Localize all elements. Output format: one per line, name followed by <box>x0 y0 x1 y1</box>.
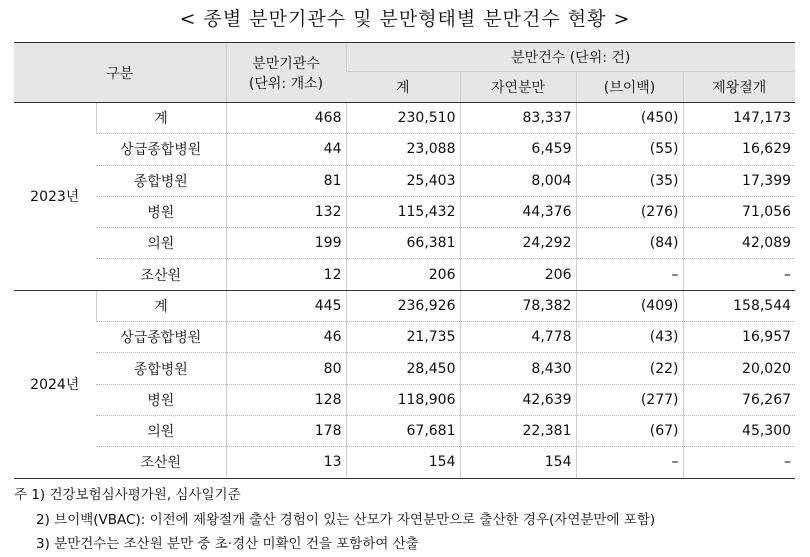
institutions-cell: 12 <box>226 259 346 290</box>
year-label: 2023년 <box>14 103 96 291</box>
header-vbac: (브이백) <box>576 72 683 103</box>
natural-cell: 83,337 <box>460 103 576 134</box>
total-cell: 118,906 <box>346 384 460 415</box>
category-cell: 조산원 <box>96 447 226 478</box>
category-cell: 상급종합병원 <box>96 134 226 165</box>
cesarean-cell: 158,544 <box>683 290 795 321</box>
total-cell: 230,510 <box>346 103 460 134</box>
table-row <box>14 415 795 446</box>
vbac-cell: (55) <box>576 134 683 165</box>
header-institutions-unit: (단위: 개소) <box>248 75 324 92</box>
institutions-cell: 128 <box>226 384 346 415</box>
total-cell: 115,432 <box>346 196 460 227</box>
cesarean-cell: 16,629 <box>683 134 795 165</box>
vbac-cell: (276) <box>576 196 683 227</box>
vbac-cell: (35) <box>576 165 683 196</box>
natural-cell: 22,381 <box>460 415 576 446</box>
cesarean-cell: 71,056 <box>683 196 795 227</box>
institutions-cell: 13 <box>226 447 346 478</box>
vbac-cell: (450) <box>576 103 683 134</box>
cesarean-cell: 16,957 <box>683 322 795 353</box>
year-label: 2024년 <box>14 290 96 478</box>
vbac-cell: – <box>576 259 683 290</box>
header-births-group: 분만건수 (단위: 건) <box>346 43 795 72</box>
natural-cell: 44,376 <box>460 196 576 227</box>
institutions-cell: 46 <box>226 322 346 353</box>
total-cell: 236,926 <box>346 290 460 321</box>
header-institutions-label: 분만기관수 <box>252 55 320 72</box>
natural-cell: 154 <box>460 447 576 478</box>
footnote-1: 주 1) 건강보험심사평가원, 심사일기준 <box>14 487 241 503</box>
institutions-cell: 80 <box>226 353 346 384</box>
cesarean-cell: – <box>683 447 795 478</box>
natural-cell: 42,639 <box>460 384 576 415</box>
natural-cell: 24,292 <box>460 228 576 259</box>
total-cell: 206 <box>346 259 460 290</box>
category-cell: 병원 <box>96 196 226 227</box>
institutions-cell: 178 <box>226 415 346 446</box>
institutions-cell: 199 <box>226 228 346 259</box>
natural-cell: 206 <box>460 259 576 290</box>
institutions-cell: 132 <box>226 196 346 227</box>
natural-cell: 8,004 <box>460 165 576 196</box>
institutions-cell: 44 <box>226 134 346 165</box>
category-cell: 병원 <box>96 384 226 415</box>
header-natural: 자연분만 <box>460 72 576 103</box>
table-row <box>14 196 795 227</box>
total-cell: 23,088 <box>346 134 460 165</box>
header-category: 구분 <box>14 43 226 103</box>
cesarean-cell: 20,020 <box>683 353 795 384</box>
total-cell: 25,403 <box>346 165 460 196</box>
table-row <box>14 384 795 415</box>
vbac-cell: (277) <box>576 384 683 415</box>
total-cell: 21,735 <box>346 322 460 353</box>
table-row <box>14 134 795 165</box>
vbac-cell: (43) <box>576 322 683 353</box>
cesarean-cell: 42,089 <box>683 228 795 259</box>
table-row <box>14 259 795 290</box>
table-row <box>14 228 795 259</box>
footnote-2: 2) 브이백(VBAC): 이전에 제왕절개 출산 경험이 있는 산모가 자연분만으로 출산한 경우(자연분만에 포함) <box>36 511 656 528</box>
header-total: 계 <box>346 72 460 103</box>
cesarean-cell: 17,399 <box>683 165 795 196</box>
table-row <box>14 290 795 321</box>
cesarean-cell: 76,267 <box>683 384 795 415</box>
table-row <box>14 353 795 384</box>
category-cell: 계 <box>96 290 226 321</box>
footnote-3: 3) 분만건수는 조산원 분만 중 초·경산 미확인 건을 포함하여 산출 <box>36 536 419 552</box>
cesarean-cell: 45,300 <box>683 415 795 446</box>
header-cesarean: 제왕절개 <box>683 72 795 103</box>
institutions-cell: 468 <box>226 103 346 134</box>
header-institutions <box>226 43 346 103</box>
table-body <box>14 103 795 479</box>
category-cell: 의원 <box>96 228 226 259</box>
category-cell: 종합병원 <box>96 165 226 196</box>
total-cell: 67,681 <box>346 415 460 446</box>
table-row <box>14 165 795 196</box>
table-row <box>14 322 795 353</box>
footnotes <box>14 483 655 557</box>
natural-cell: 6,459 <box>460 134 576 165</box>
institutions-cell: 81 <box>226 165 346 196</box>
natural-cell: 8,430 <box>460 353 576 384</box>
cesarean-cell: – <box>683 259 795 290</box>
category-cell: 계 <box>96 103 226 134</box>
vbac-cell: (67) <box>576 415 683 446</box>
category-cell: 상급종합병원 <box>96 322 226 353</box>
table-row <box>14 103 795 134</box>
institutions-cell: 445 <box>226 290 346 321</box>
natural-cell: 4,778 <box>460 322 576 353</box>
birth-statistics-table <box>14 43 795 479</box>
total-cell: 66,381 <box>346 228 460 259</box>
total-cell: 28,450 <box>346 353 460 384</box>
total-cell: 154 <box>346 447 460 478</box>
cesarean-cell: 147,173 <box>683 103 795 134</box>
category-cell: 의원 <box>96 415 226 446</box>
vbac-cell: (84) <box>576 228 683 259</box>
vbac-cell: – <box>576 447 683 478</box>
category-cell: 조산원 <box>96 259 226 290</box>
table-title: < 종별 분만기관수 및 분만형태별 분만건수 현황 > <box>179 8 631 30</box>
vbac-cell: (409) <box>576 290 683 321</box>
table-row <box>14 447 795 478</box>
category-cell: 종합병원 <box>96 353 226 384</box>
natural-cell: 78,382 <box>460 290 576 321</box>
vbac-cell: (22) <box>576 353 683 384</box>
